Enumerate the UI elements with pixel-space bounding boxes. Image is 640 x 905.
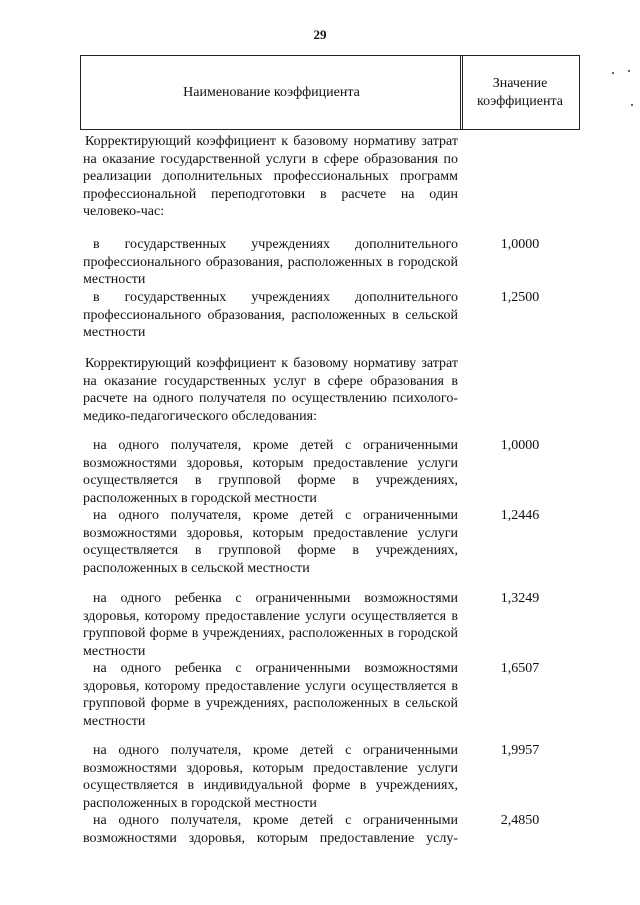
scan-speck [612, 72, 614, 74]
row-label: на одного получателя, кроме детей с ограниченными возможностями здоровья, которым предоставление услуги осуществляется в групповой форме в учреждениях, расположенных в сельской местности [83, 508, 458, 576]
row-label: на одного получателя, кроме детей с ограниченными возможностями здоровья, которым предоставление услуги осуществляется в групповой форме в учреждениях, расположенных в городской местности [83, 438, 458, 506]
row-label: на одного ребенка с ограниченными возможностями здоровья, которому предоставление услуги осуществляется в групповой форме в учреждениях, расположенных в городской местности [83, 591, 458, 659]
row-label: на одного ребенка с ограниченными возможностями здоровья, которому предоставление услуги осуществляется в групповой форме в учреждениях, расположенных в сельской местности [83, 661, 458, 729]
row-value: 1,9957 [500, 743, 540, 758]
column-header-value [460, 55, 580, 130]
column-header-value-label: Значение коэффициента [477, 75, 563, 109]
row-label: на одного получателя, кроме детей с ограниченными возможностями здоровья, которым предоставление услу- [83, 813, 458, 846]
page-number: 29 [313, 27, 327, 42]
row-value: 1,6507 [500, 661, 540, 676]
row-value: 1,3249 [500, 591, 540, 606]
row-label: в государственных учреждениях дополнительного профессионального образования, расположенных в сельской местности [83, 290, 458, 340]
column-header-name-label: Наименование коэффициента [183, 84, 360, 100]
section-1-heading: Корректирующий коэффициент к базовому нормативу затрат на оказание государственной услуги в сфере образования по реализации дополнительных профессиональных программ профессиональной переподготовки в расчете на один человеко-час: [83, 134, 458, 219]
row-label: в государственных учреждениях дополнительного профессионального образования, расположенных в городской местности [83, 237, 458, 287]
row-value: 2,4850 [500, 813, 540, 828]
row-label: на одного получателя, кроме детей с ограниченными возможностями здоровья, которым предоставление услуги осуществляется в индивидуальной форме в учреждениях, расположенных в городской местности [83, 743, 458, 811]
section-2-heading: Корректирующий коэффициент к базовому нормативу затрат на оказание государственных услуг в сфере образования в расчете на одного получателя по осуществлению психолого-медико-педагогического обследования: [83, 356, 458, 424]
row-value: 1,0000 [500, 237, 540, 252]
scan-speck [628, 70, 630, 72]
scan-speck [631, 104, 633, 106]
row-value: 1,2500 [500, 290, 540, 305]
row-value: 1,2446 [500, 508, 540, 523]
row-value: 1,0000 [500, 438, 540, 453]
column-header-name [80, 55, 463, 130]
